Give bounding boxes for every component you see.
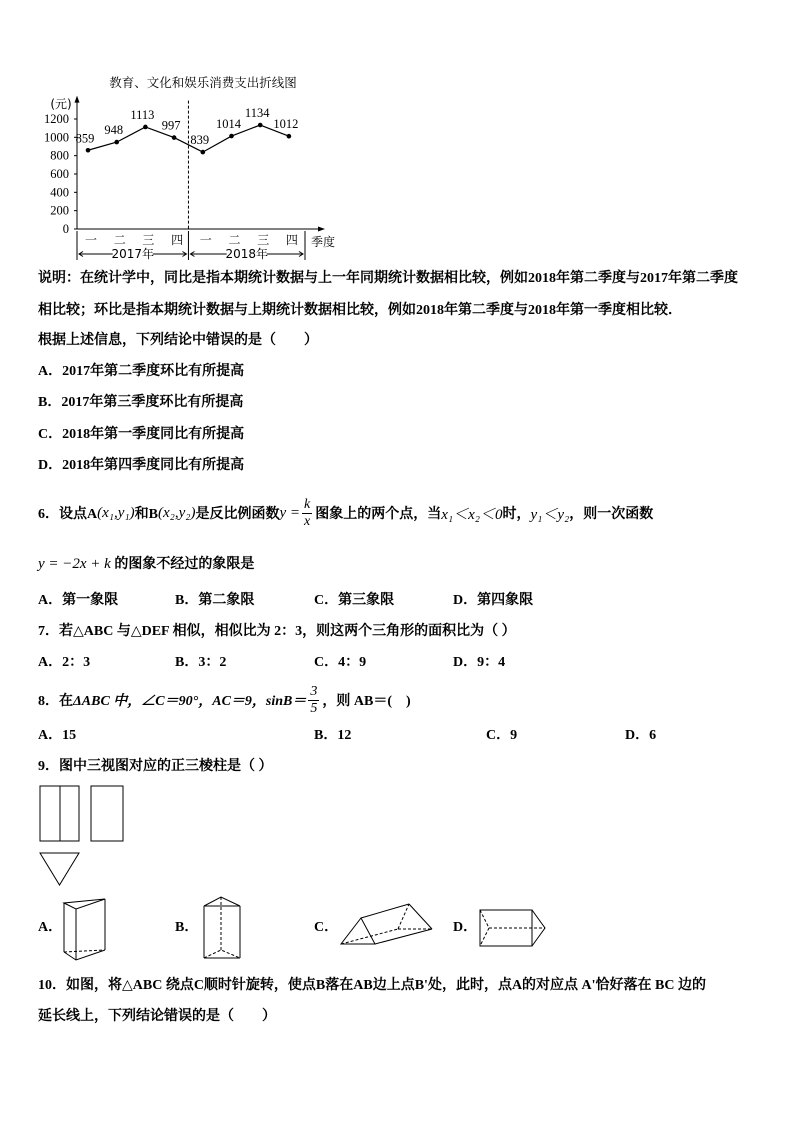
y-tick-label: 800 <box>50 148 69 163</box>
q8-suffix: ，则 AB＝( ) <box>322 694 411 709</box>
q7-option-a: A．2：3 <box>38 655 91 670</box>
x-category-label: 四 <box>171 233 184 247</box>
q6-prefix: 6．设点A <box>38 507 98 522</box>
x-category-label: 一 <box>199 233 212 247</box>
q8-option-b: B．12 <box>314 728 352 743</box>
q8-option-a: A．15 <box>38 728 77 743</box>
top-view <box>40 853 79 885</box>
x-category-label: 三 <box>142 233 155 247</box>
q5-option-b: B．2017年第三季度环比有所提高 <box>38 395 244 410</box>
q6-and-b: 和B <box>134 507 158 522</box>
data-point <box>287 134 292 139</box>
q5-option-a: A．2017年第二季度环比有所提高 <box>38 364 245 379</box>
q7-option-b: B．3：2 <box>175 655 227 670</box>
q7-option-d: D．9：4 <box>453 655 506 670</box>
line-chart <box>0 0 360 270</box>
q8-prefix: 8．在 <box>38 694 73 709</box>
data-point <box>229 134 234 139</box>
explanation-line-1: 说明：在统计学中，同比是指本期统计数据与上一年同期统计数据相比较，例如2018年第二季度与2017年第二季度 <box>38 271 738 286</box>
data-point <box>172 135 177 140</box>
q6-option-c: C．第三象限 <box>314 593 395 608</box>
q6-stem-line-1 <box>38 493 653 533</box>
q6-option-d: D．第四象限 <box>453 593 534 608</box>
data-label: 1012 <box>273 117 299 132</box>
y-tick-label: 600 <box>50 167 69 181</box>
q8-option-c: C．9 <box>486 728 518 743</box>
data-label: 839 <box>190 133 210 148</box>
q9-option-a-label: A． <box>38 920 63 935</box>
x-category-label: 三 <box>257 233 270 247</box>
data-label: 859 <box>75 131 95 146</box>
q8-fraction-numerator: 3 <box>310 683 318 699</box>
y-tick-label: 1200 <box>44 112 69 126</box>
q9-option-a-prism <box>60 892 110 964</box>
x-category-label: 四 <box>285 233 298 247</box>
q6-point-b: (x₂,y₂) <box>157 504 196 521</box>
data-point <box>201 150 206 155</box>
q8-condition: ΔABC 中，∠C＝90°，AC＝9，sinB＝ <box>73 694 307 709</box>
x-category-label: 一 <box>84 233 98 247</box>
q8-stem <box>38 680 411 720</box>
q6-text-4: ，则一次函数 <box>569 507 654 522</box>
data-point <box>258 123 263 128</box>
x-axis-label: 季度 <box>311 235 336 249</box>
q6-option-b: B．第二象限 <box>175 593 255 608</box>
data-label: 997 <box>161 118 181 133</box>
q6-fraction-numerator: k <box>304 496 311 512</box>
x-axis-arrow <box>318 227 325 232</box>
data-point <box>143 125 148 130</box>
q9-option-b-prism <box>198 892 244 962</box>
q8-fraction-denominator: 5 <box>310 700 318 716</box>
x-group-label: 2017年 <box>111 247 154 261</box>
data-label: 1113 <box>130 107 155 122</box>
q8-fraction <box>308 684 319 717</box>
q6-linear-function: y = −2x + k <box>38 556 111 572</box>
q6-point-a: (x₁,y₁) <box>97 504 135 521</box>
three-view-drawing <box>36 782 128 890</box>
q5-option-d: D．2018年第四季度同比有所提高 <box>38 458 245 473</box>
q5-option-c: C．2018年第一季度同比有所提高 <box>38 427 245 442</box>
explanation-line-2: 相比较；环比是指本期统计数据与上期统计数据相比较，例如2018年第二季度与2018年第一季度相比较． <box>38 303 682 318</box>
q6-line-2-text: 的图象不经过的象限是 <box>114 557 255 572</box>
q6-function: y = <box>279 504 300 521</box>
q9-option-c-label: C． <box>314 920 339 935</box>
q6-text-1: 是反比例函数 <box>195 507 280 522</box>
q9-stem: 9．图中三视图对应的正三棱柱是（ ） <box>38 759 273 774</box>
q7-option-c: C．4：9 <box>314 655 367 670</box>
q6-text-3: 时， <box>502 507 531 522</box>
x-group-label: 2018年 <box>225 247 268 261</box>
q10-stem-line-1: 10．如图，将△ABC 绕点C顺时针旋转，使点B落在AB边上点B'处，此时，点A的对应点 A'恰好落在 BC 边的 <box>38 978 707 993</box>
data-label: 948 <box>104 123 124 138</box>
data-label: 1014 <box>216 117 241 132</box>
y-axis-label: (元) <box>50 97 72 111</box>
q10-stem-line-2: 延长线上，下列结论错误的是（ ） <box>38 1009 276 1024</box>
y-tick-label: 400 <box>50 185 69 200</box>
q6-fraction <box>302 497 312 530</box>
data-point <box>86 148 91 153</box>
q8-option-d: D．6 <box>625 728 657 743</box>
q9-option-d-prism <box>476 905 548 950</box>
q6-condition-1: x₁＜x₂＜0 <box>441 506 503 523</box>
q6-stem-line-2 <box>38 554 254 574</box>
q6-fraction-denominator: x <box>304 513 311 529</box>
q9-option-d-label: D． <box>453 920 478 935</box>
q6-condition-2: y₁＜y₂ <box>530 506 570 523</box>
q9-option-c-prism <box>336 900 436 948</box>
q7-stem: 7．若△ABC 与△DEF 相似，相似比为 2：3，则这两个三角形的面积比为（ ） <box>38 624 516 639</box>
x-category-label: 二 <box>228 233 241 247</box>
q5-stem: 根据上述信息，下列结论中错误的是（ ） <box>38 333 318 348</box>
q9-option-b-label: B． <box>175 920 199 935</box>
q6-text-2: 图象上的两个点，当 <box>315 507 442 522</box>
side-view <box>91 786 123 841</box>
data-point <box>114 140 119 145</box>
y-tick-label: 0 <box>62 222 69 236</box>
y-tick-label: 1000 <box>44 130 69 145</box>
x-category-label: 二 <box>113 233 126 247</box>
chart-title: 教育、文化和娱乐消费支出折线图 <box>109 75 297 90</box>
q6-option-a: A．第一象限 <box>38 593 119 608</box>
data-label: 1134 <box>244 106 270 121</box>
y-tick-label: 200 <box>50 203 69 218</box>
y-axis-arrow <box>75 96 80 103</box>
